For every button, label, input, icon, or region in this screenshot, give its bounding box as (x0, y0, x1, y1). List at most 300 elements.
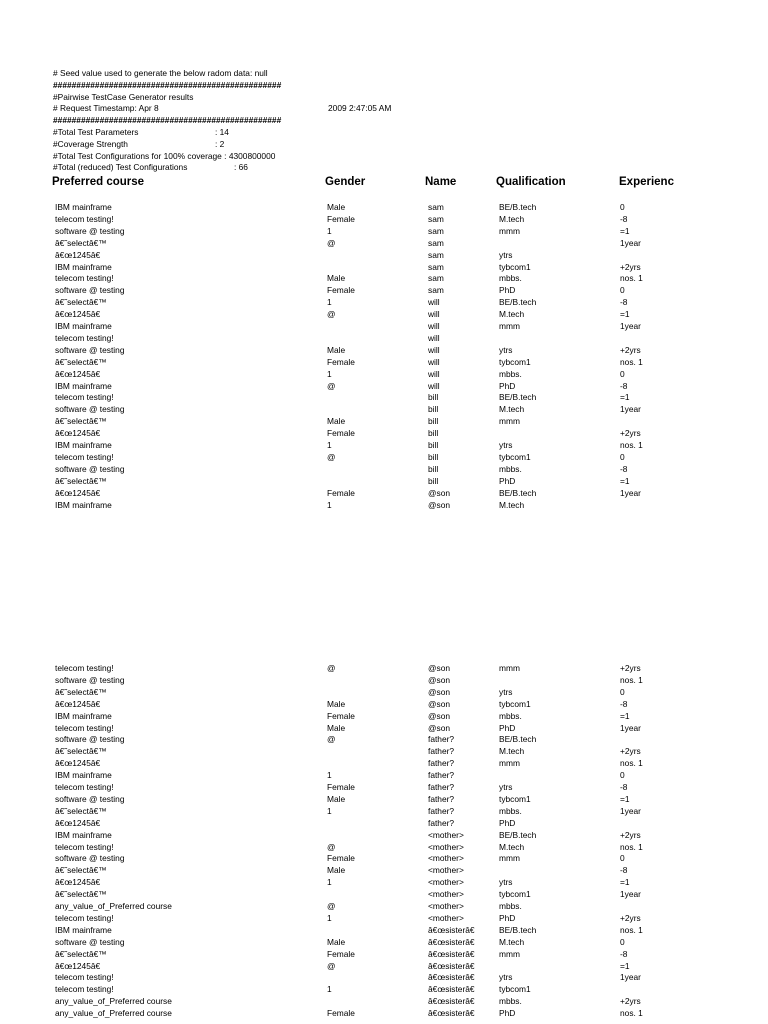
table-row (0, 852, 768, 864)
experience-cell: =1 (620, 475, 630, 486)
name-cell: â€œsisterâ€ (428, 924, 475, 935)
experience-cell: 1year (620, 404, 641, 415)
table-row (0, 368, 768, 380)
experience-cell: =1 (620, 225, 630, 236)
name-cell: â€œsisterâ€ (428, 984, 475, 995)
qualification-cell: tybcom1 (499, 889, 531, 900)
qualification-cell: PhD (499, 1008, 516, 1019)
experience-cell: -8 (620, 213, 628, 224)
experience-cell: 1year (620, 487, 641, 498)
qualification-cell: BE/B.tech (499, 924, 537, 935)
qualification-cell: PhD (499, 475, 516, 486)
total-params-label: #Total Test Parameters (53, 127, 139, 137)
preferred-course-cell: any_value_of_Preferred course (55, 901, 172, 911)
experience-cell: nos. 1 (620, 356, 643, 367)
gender-cell: Female (327, 213, 355, 224)
name-cell: father? (428, 770, 455, 781)
table-row (0, 864, 768, 876)
experience-cell: -8 (620, 380, 628, 391)
experience-cell: nos. 1 (620, 440, 643, 450)
table-row (0, 296, 768, 308)
qualification-cell: mmm (499, 663, 520, 673)
preferred-course-cell: IBM mainframe (55, 321, 112, 331)
name-cell: @son (428, 698, 451, 709)
table-row (0, 487, 768, 499)
name-cell: father? (428, 805, 455, 816)
total-configs-line: #Total Test Configurations for 100% coverage : 4300800000 (53, 151, 276, 161)
qualification-cell: mbbs. (499, 996, 522, 1007)
preferred-course-cell: software @ testing (55, 225, 125, 236)
experience-cell: 0 (620, 936, 625, 947)
table-row (0, 391, 768, 403)
column-header-preferred-course: Preferred course (52, 176, 145, 188)
preferred-course-cell: â€œ1245â€ (55, 698, 101, 709)
experience-cell: nos. 1 (620, 273, 643, 284)
name-cell: bill (428, 451, 439, 462)
qualification-cell: M.tech (499, 746, 525, 757)
qualification-cell: M.tech (499, 213, 525, 224)
preferred-course-cell: â€˜selectâ€™ (55, 865, 107, 876)
experience-cell: -8 (620, 948, 628, 959)
qualification-cell: ytrs (499, 782, 513, 792)
qualification-cell: M.tech (499, 936, 525, 947)
qualification-cell: mbbs. (499, 463, 522, 474)
experience-cell: 1year (620, 805, 641, 816)
name-cell: â€œsisterâ€ (428, 936, 475, 947)
table-row (0, 686, 768, 698)
timestamp-value: 2009 2:47:05 AM (328, 103, 392, 113)
name-cell: â€œsisterâ€ (428, 996, 475, 1007)
qualification-cell: PhD (499, 285, 516, 296)
name-cell: will (428, 344, 440, 355)
name-cell: will (428, 356, 440, 367)
preferred-course-cell: telecom testing! (55, 663, 114, 673)
preferred-course-cell: IBM mainframe (55, 261, 112, 272)
name-cell: bill (428, 392, 439, 403)
qualification-cell: tybcom1 (499, 984, 531, 995)
name-cell: â€œsisterâ€ (428, 1008, 475, 1019)
table-row (0, 912, 768, 924)
preferred-course-cell: IBM mainframe (55, 380, 112, 391)
gender-cell: 1 (327, 770, 332, 781)
preferred-course-cell: â€˜selectâ€™ (55, 746, 107, 757)
preferred-course-cell: software @ testing (55, 734, 125, 745)
table-row (0, 662, 768, 674)
qualification-cell: PhD (499, 722, 516, 733)
preferred-course-cell: telecom testing! (55, 912, 114, 923)
name-cell: bill (428, 440, 439, 450)
qualification-cell: mbbs. (499, 273, 522, 284)
name-cell: bill (428, 428, 439, 439)
table-row (0, 475, 768, 487)
gender-cell: @ (327, 451, 336, 462)
experience-cell: +2yrs (620, 829, 641, 840)
gender-cell: Male (327, 793, 346, 804)
qualification-cell: tybcom1 (499, 793, 531, 804)
gender-cell: Female (327, 487, 355, 498)
qualification-cell: tybcom1 (499, 451, 531, 462)
separator-line: ################################################# (53, 115, 282, 125)
experience-cell: -8 (620, 297, 628, 308)
name-cell: @son (428, 710, 451, 721)
total-params-value: : 14 (215, 127, 229, 137)
table-row (0, 960, 768, 972)
table-row (0, 900, 768, 912)
name-cell: bill (428, 475, 439, 486)
report-title: #Pairwise TestCase Generator results (53, 92, 194, 102)
experience-cell: nos. 1 (620, 1008, 643, 1019)
table-row (0, 499, 768, 511)
name-cell: @son (428, 663, 451, 673)
coverage-strength-value: : 2 (215, 139, 225, 149)
gender-cell: @ (327, 901, 336, 911)
table-row (0, 380, 768, 392)
preferred-course-cell: telecom testing! (55, 273, 114, 284)
name-cell: father? (428, 817, 455, 828)
name-cell: sam (428, 285, 444, 296)
experience-cell: nos. 1 (620, 841, 643, 852)
experience-cell: 0 (620, 368, 625, 379)
qualification-cell: ytrs (499, 344, 513, 355)
name-cell: father? (428, 758, 455, 769)
preferred-course-cell: â€œ1245â€ (55, 249, 101, 260)
table-row (0, 781, 768, 793)
qualification-cell: tybcom1 (499, 261, 531, 272)
experience-cell: 1year (620, 889, 641, 900)
table-row (0, 463, 768, 475)
gender-cell: 1 (327, 877, 332, 888)
name-cell: sam (428, 249, 444, 260)
gender-cell: @ (327, 380, 336, 391)
column-header-experience: Experienc (619, 176, 674, 188)
table-row (0, 451, 768, 463)
qualification-cell: mbbs. (499, 368, 522, 379)
name-cell: will (428, 368, 440, 379)
gender-cell: Male (327, 202, 346, 212)
table-row (0, 995, 768, 1007)
seed-line: # Seed value used to generate the below radom data: null (53, 68, 268, 78)
qualification-cell: mmm (499, 853, 520, 864)
table-row (0, 841, 768, 853)
timestamp-label: # Request Timestamp: Apr 8 (53, 103, 159, 113)
preferred-course-cell: IBM mainframe (55, 440, 112, 450)
preferred-course-cell: software @ testing (55, 853, 125, 864)
name-cell: â€œsisterâ€ (428, 948, 475, 959)
name-cell: @son (428, 686, 451, 697)
table-row (0, 427, 768, 439)
preferred-course-cell: â€œ1245â€ (55, 309, 101, 320)
table-row (0, 829, 768, 841)
table-row (0, 674, 768, 686)
gender-cell: @ (327, 960, 336, 971)
gender-cell: Male (327, 722, 346, 733)
table-row (0, 403, 768, 415)
experience-cell: 1year (620, 321, 641, 331)
preferred-course-cell: IBM mainframe (55, 924, 112, 935)
name-cell: â€œsisterâ€ (428, 960, 475, 971)
preferred-course-cell: software @ testing (55, 285, 125, 296)
name-cell: sam (428, 202, 444, 212)
table-row (0, 757, 768, 769)
preferred-course-cell: telecom testing! (55, 332, 114, 343)
name-cell: @son (428, 674, 451, 685)
preferred-course-cell: â€˜selectâ€™ (55, 416, 107, 427)
gender-cell: Female (327, 948, 355, 959)
qualification-cell: mmm (499, 321, 520, 331)
table-row (0, 805, 768, 817)
table-row (0, 817, 768, 829)
qualification-cell: BE/B.tech (499, 487, 537, 498)
preferred-course-cell: â€œ1245â€ (55, 758, 101, 769)
table-row (0, 936, 768, 948)
qualification-cell: mmm (499, 948, 520, 959)
experience-cell: +2yrs (620, 746, 641, 757)
preferred-course-cell: â€œ1245â€ (55, 428, 101, 439)
gender-cell: Female (327, 853, 355, 864)
preferred-course-cell: software @ testing (55, 674, 125, 685)
qualification-cell: ytrs (499, 686, 513, 697)
preferred-course-cell: IBM mainframe (55, 202, 112, 212)
table-row (0, 924, 768, 936)
experience-cell: -8 (620, 782, 628, 792)
preferred-course-cell: â€˜selectâ€™ (55, 297, 107, 308)
qualification-cell: tybcom1 (499, 356, 531, 367)
preferred-course-cell: telecom testing! (55, 984, 114, 995)
experience-cell: +2yrs (620, 428, 641, 439)
qualification-cell: PhD (499, 817, 516, 828)
gender-cell: 1 (327, 368, 332, 379)
preferred-course-cell: â€˜selectâ€™ (55, 356, 107, 367)
column-header-qualification: Qualification (496, 176, 566, 188)
gender-cell: @ (327, 237, 336, 248)
name-cell: sam (428, 213, 444, 224)
qualification-cell: BE/B.tech (499, 297, 537, 308)
experience-cell: 0 (620, 686, 625, 697)
name-cell: bill (428, 463, 439, 474)
preferred-course-cell: â€œ1245â€ (55, 368, 101, 379)
preferred-course-cell: IBM mainframe (55, 770, 112, 781)
preferred-course-cell: â€œ1245â€ (55, 877, 101, 888)
table-row (0, 284, 768, 296)
experience-cell: =1 (620, 793, 630, 804)
table-row (0, 745, 768, 757)
qualification-cell: ytrs (499, 249, 513, 260)
preferred-course-cell: software @ testing (55, 404, 125, 415)
table-row (0, 356, 768, 368)
qualification-cell: M.tech (499, 499, 525, 510)
gender-cell: 1 (327, 225, 332, 236)
experience-cell: +2yrs (620, 663, 641, 673)
name-cell: father? (428, 746, 455, 757)
table-row (0, 415, 768, 427)
experience-cell: 0 (620, 285, 625, 296)
reduced-configs-value: : 66 (234, 162, 248, 172)
gender-cell: 1 (327, 297, 332, 308)
experience-cell: 1year (620, 237, 641, 248)
table-row (0, 249, 768, 261)
qualification-cell: mbbs. (499, 805, 522, 816)
experience-cell: +2yrs (620, 996, 641, 1007)
gender-cell: Female (327, 356, 355, 367)
qualification-cell: PhD (499, 912, 516, 923)
name-cell: @son (428, 722, 451, 733)
preferred-course-cell: telecom testing! (55, 972, 114, 983)
experience-cell: +2yrs (620, 261, 641, 272)
table-row (0, 225, 768, 237)
preferred-course-cell: telecom testing! (55, 213, 114, 224)
table-row (0, 769, 768, 781)
preferred-course-cell: software @ testing (55, 344, 125, 355)
table-row (0, 983, 768, 995)
qualification-cell: tybcom1 (499, 698, 531, 709)
name-cell: bill (428, 404, 439, 415)
preferred-course-cell: telecom testing! (55, 782, 114, 792)
experience-cell: -8 (620, 463, 628, 474)
table-row (0, 710, 768, 722)
name-cell: father? (428, 782, 455, 792)
name-cell: @son (428, 487, 451, 498)
table-row (0, 698, 768, 710)
qualification-cell: mmm (499, 758, 520, 769)
preferred-course-cell: software @ testing (55, 793, 125, 804)
preferred-course-cell: â€œ1245â€ (55, 960, 101, 971)
qualification-cell: ytrs (499, 972, 513, 983)
gender-cell: Female (327, 782, 355, 792)
gender-cell: @ (327, 734, 336, 745)
table-row (0, 261, 768, 273)
experience-cell: =1 (620, 309, 630, 320)
experience-cell: nos. 1 (620, 924, 643, 935)
table-row (0, 733, 768, 745)
name-cell: will (428, 309, 440, 320)
gender-cell: Female (327, 710, 355, 721)
name-cell: <mother> (428, 877, 464, 888)
name-cell: <mother> (428, 853, 464, 864)
experience-cell: nos. 1 (620, 674, 643, 685)
name-cell: sam (428, 261, 444, 272)
name-cell: sam (428, 225, 444, 236)
qualification-cell: BE/B.tech (499, 392, 537, 403)
gender-cell: Male (327, 416, 346, 427)
preferred-course-cell: any_value_of_Preferred course (55, 996, 172, 1007)
qualification-cell: mmm (499, 416, 520, 427)
qualification-cell: BE/B.tech (499, 734, 537, 745)
preferred-course-cell: â€˜selectâ€™ (55, 948, 107, 959)
experience-cell: 1year (620, 972, 641, 983)
gender-cell: @ (327, 841, 336, 852)
preferred-course-cell: â€œ1245â€ (55, 487, 101, 498)
name-cell: will (428, 321, 440, 331)
table-row (0, 272, 768, 284)
name-cell: @son (428, 499, 451, 510)
experience-cell: 0 (620, 202, 625, 212)
name-cell: father? (428, 793, 455, 804)
preferred-course-cell: software @ testing (55, 936, 125, 947)
preferred-course-cell: IBM mainframe (55, 829, 112, 840)
name-cell: <mother> (428, 889, 464, 900)
qualification-cell: ytrs (499, 877, 513, 888)
gender-cell: Male (327, 344, 346, 355)
table-row (0, 332, 768, 344)
table-row (0, 320, 768, 332)
name-cell: â€œsisterâ€ (428, 972, 475, 983)
gender-cell: @ (327, 309, 336, 320)
experience-cell: 0 (620, 770, 625, 781)
preferred-course-cell: telecom testing! (55, 392, 114, 403)
name-cell: will (428, 297, 440, 308)
gender-cell: 1 (327, 440, 332, 450)
qualification-cell: BE/B.tech (499, 829, 537, 840)
name-cell: bill (428, 416, 439, 427)
table-row (0, 876, 768, 888)
name-cell: <mother> (428, 829, 464, 840)
qualification-cell: ytrs (499, 440, 513, 450)
table-row (0, 308, 768, 320)
gender-cell: Male (327, 698, 346, 709)
qualification-cell: M.tech (499, 404, 525, 415)
preferred-course-cell: â€˜selectâ€™ (55, 686, 107, 697)
name-cell: father? (428, 734, 455, 745)
table-row (0, 793, 768, 805)
table-row (0, 213, 768, 225)
name-cell: <mother> (428, 865, 464, 876)
experience-cell: 1year (620, 722, 641, 733)
preferred-course-cell: any_value_of_Preferred course (55, 1008, 172, 1019)
qualification-cell: M.tech (499, 309, 525, 320)
gender-cell: Female (327, 285, 355, 296)
separator-line: ################################################# (53, 80, 282, 90)
column-header-gender: Gender (325, 176, 366, 188)
reduced-configs-label: #Total (reduced) Test Configurations (53, 162, 188, 172)
experience-cell: +2yrs (620, 344, 641, 355)
preferred-course-cell: telecom testing! (55, 451, 114, 462)
preferred-course-cell: telecom testing! (55, 722, 114, 733)
preferred-course-cell: â€˜selectâ€™ (55, 805, 107, 816)
qualification-cell: mbbs. (499, 710, 522, 721)
gender-cell: Female (327, 1008, 355, 1019)
gender-cell: @ (327, 663, 336, 673)
preferred-course-cell: â€œ1245â€ (55, 817, 101, 828)
table-row (0, 971, 768, 983)
preferred-course-cell: â€˜selectâ€™ (55, 889, 107, 900)
experience-cell: =1 (620, 392, 630, 403)
name-cell: <mother> (428, 901, 464, 911)
table-row (0, 888, 768, 900)
gender-cell: 1 (327, 912, 332, 923)
table-row (0, 201, 768, 213)
preferred-course-cell: IBM mainframe (55, 499, 112, 510)
name-cell: sam (428, 273, 444, 284)
experience-cell: +2yrs (620, 912, 641, 923)
gender-cell: 1 (327, 805, 332, 816)
gender-cell: Male (327, 865, 346, 876)
gender-cell: Female (327, 428, 355, 439)
column-header-name: Name (425, 176, 457, 188)
table-row (0, 237, 768, 249)
preferred-course-cell: IBM mainframe (55, 710, 112, 721)
preferred-course-cell: software @ testing (55, 463, 125, 474)
table-row (0, 439, 768, 451)
experience-cell: =1 (620, 877, 630, 888)
name-cell: <mother> (428, 841, 464, 852)
gender-cell: Male (327, 273, 346, 284)
name-cell: <mother> (428, 912, 464, 923)
name-cell: sam (428, 237, 444, 248)
coverage-strength-label: #Coverage Strength (53, 139, 128, 149)
experience-cell: nos. 1 (620, 758, 643, 769)
experience-cell: =1 (620, 960, 630, 971)
qualification-cell: M.tech (499, 841, 525, 852)
